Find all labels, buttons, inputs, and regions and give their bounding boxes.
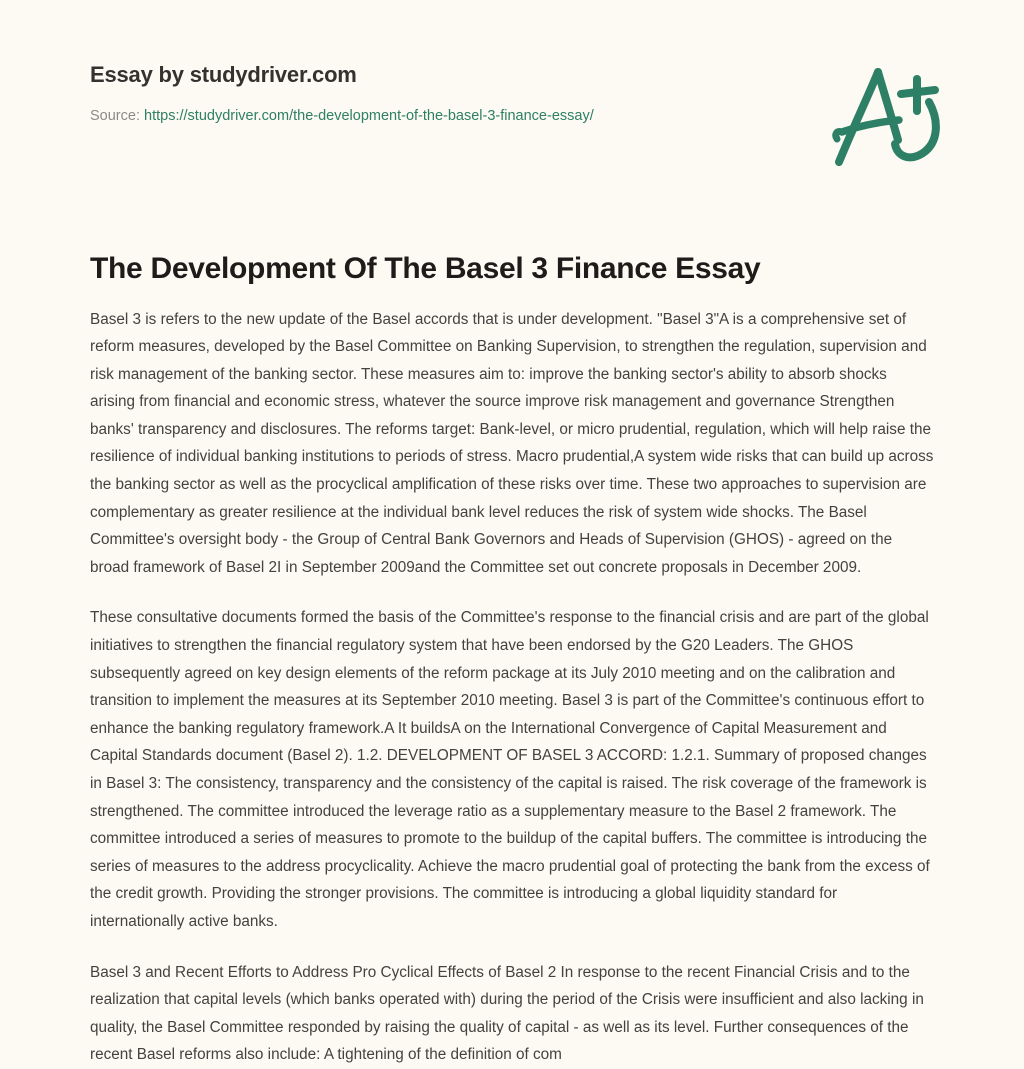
- brand-heading: Essay by studydriver.com: [90, 62, 357, 87]
- article-body: [90, 288, 935, 1069]
- article-paragraph: Basel 3 and Recent Efforts to Address Pro Cyclical Effects of Basel 2 In response to the recent Financial Crisis and to the realization that capital levels (which banks operated with) during the period of the Crisis were insufficient and also lacking in quality, the Basel Committee responded by raising the quality of capital - as well as its level. Further consequences of the recent Basel reforms also include: A tightening of the definition of com: [90, 963, 924, 1064]
- a-plus-logo-icon: [815, 60, 950, 180]
- source-label: Source:: [90, 108, 140, 125]
- article-paragraph: These consultative documents formed the basis of the Committee's response to the financial crisis and are part of the global initiatives to strengthen the financial regulatory system that have been endorsed by the G20 Leaders. The GHOS subsequently agreed on key design elements of the reform package at its July 2010 meeting and on the calibration and transition to implement the measures at its September 2010 meeting. Basel 3 is part of the Committee's continuous effort to enhance the banking regulatory framework.A It buildsA on the International Convergence of Capital Measurement and Capital Standards document (Basel 2). 1.2. DEVELOPMENT OF BASEL 3 ACCORD: 1.2.1. Summary of proposed changes in Basel 3: The consistency, transparency and the consistency of the capital is raised. The risk coverage of the framework is strengthened. The committee introduced the leverage ratio as a supplementary measure to the Basel 2 framework. The committee introduced a series of measures to promote to the buildup of the capital buffers. The committee is introducing the series of measures to the address procyclicality. Achieve the macro prudential goal of protecting the bank from the excess of the credit growth. Providing the stronger provisions. The committee is introducing a global liquidity standard for internationally active banks.: [90, 609, 930, 930]
- article-paragraph: Basel 3 is refers to the new update of the Basel accords that is under development. "Basel 3"A is a comprehensive set of reform measures, developed by the Basel Committee on Banking Supervision, to strengthen the regulation, supervision and risk management of the banking sector. These measures aim to: improve the banking sector's ability to absorb shocks arising from financial and economic stress, whatever the source improve risk management and governance Strengthen banks' transparency and disclosures. The reforms target: Bank-level, or micro prudential, regulation, which will help raise the resilience of individual banking institutions to periods of stress. Macro prudential,A system wide risks that can build up across the banking sector as well as the procyclical amplification of these risks over time. These two approaches to supervision are complementary as greater resilience at the individual bank level reduces the risk of system wide shocks. The Basel Committee's oversight body - the Group of Central Bank Governors and Heads of Supervision (GHOS) - agreed on the broad framework of Basel 2I in September 2009and the Committee set out concrete proposals in December 2009.: [90, 310, 934, 576]
- page-title: The Development Of The Basel 3 Finance Essay: [90, 252, 761, 285]
- article: [90, 250, 935, 1069]
- a-plus-logo: [815, 60, 950, 180]
- source-url-link[interactable]: https://studydriver.com/the-development-of-the-basel-3-finance-essay/: [144, 108, 594, 125]
